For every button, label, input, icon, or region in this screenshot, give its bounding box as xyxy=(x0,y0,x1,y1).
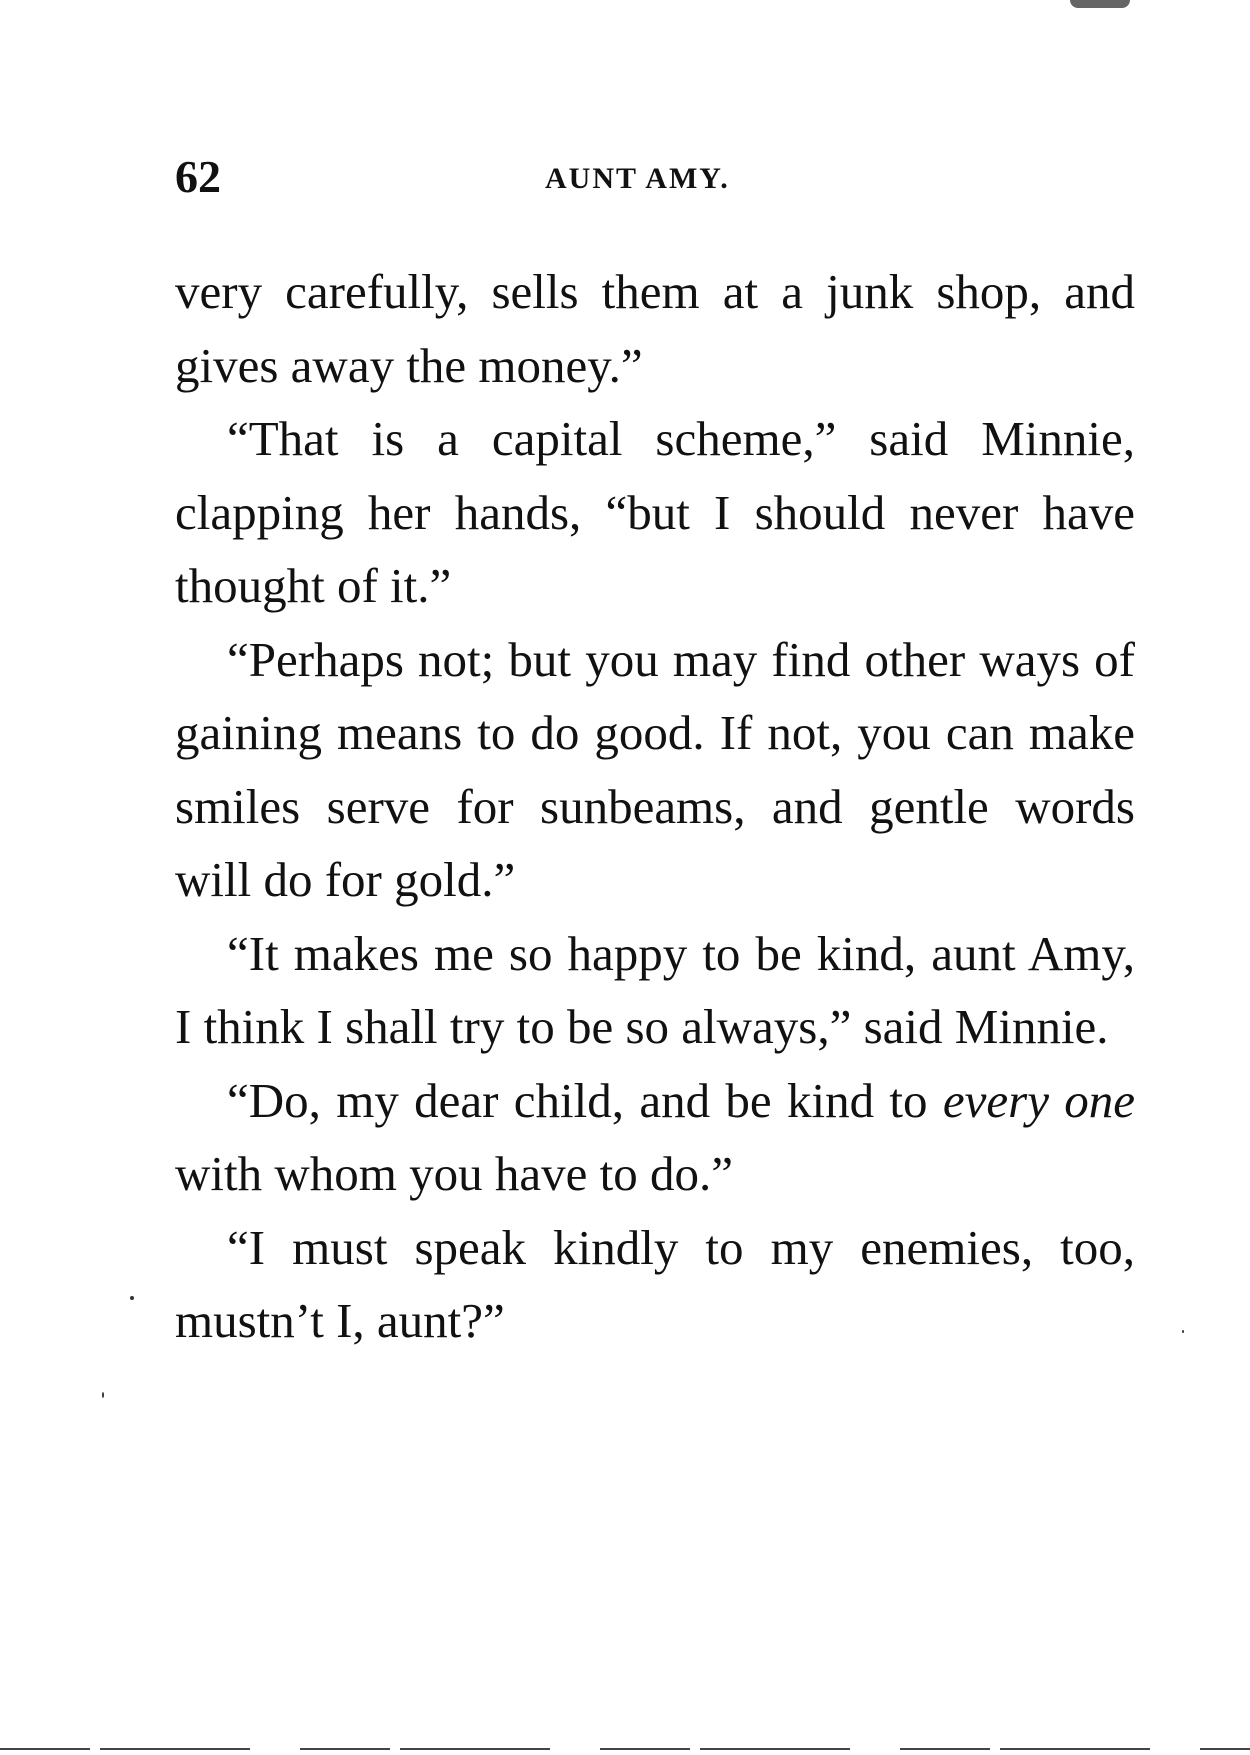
running-head: AUNT AMY. xyxy=(545,162,730,195)
paragraph: very carefully, sells them at a junk shop, and gives away the money.” xyxy=(175,264,1135,393)
page-header xyxy=(175,150,1135,210)
ink-speck xyxy=(1182,1330,1184,1333)
paragraph-text: with whom you have to do.” xyxy=(175,1146,733,1201)
page-number: 62 xyxy=(175,151,221,202)
body-text xyxy=(175,255,1135,1358)
paragraph xyxy=(175,1064,1135,1211)
paragraph: “Perhaps not; but you may find other ways of gaining means to do good. If not, you can make smiles serve for sunbeams, and gentle words will do for gold.” xyxy=(175,631,1135,907)
scan-mark xyxy=(1070,0,1130,8)
paragraph: “I must speak kindly to my enemies, too, mustn’t I, aunt?” xyxy=(175,1219,1135,1348)
bottom-edge-rule xyxy=(0,1748,1250,1750)
paragraph-text: “Do, my dear child, and be kind to xyxy=(227,1072,943,1128)
ink-speck xyxy=(102,1392,104,1398)
emphasized-text: every one xyxy=(942,1072,1136,1128)
paragraph: “It makes me so happy to be kind, aunt Amy, I think I shall try to be so always,” said Minnie. xyxy=(175,925,1135,1054)
ink-speck xyxy=(130,1296,134,1300)
paragraph: “That is a capital scheme,” said Minnie, clapping her hands, “but I should never have thought of it.” xyxy=(175,411,1135,613)
